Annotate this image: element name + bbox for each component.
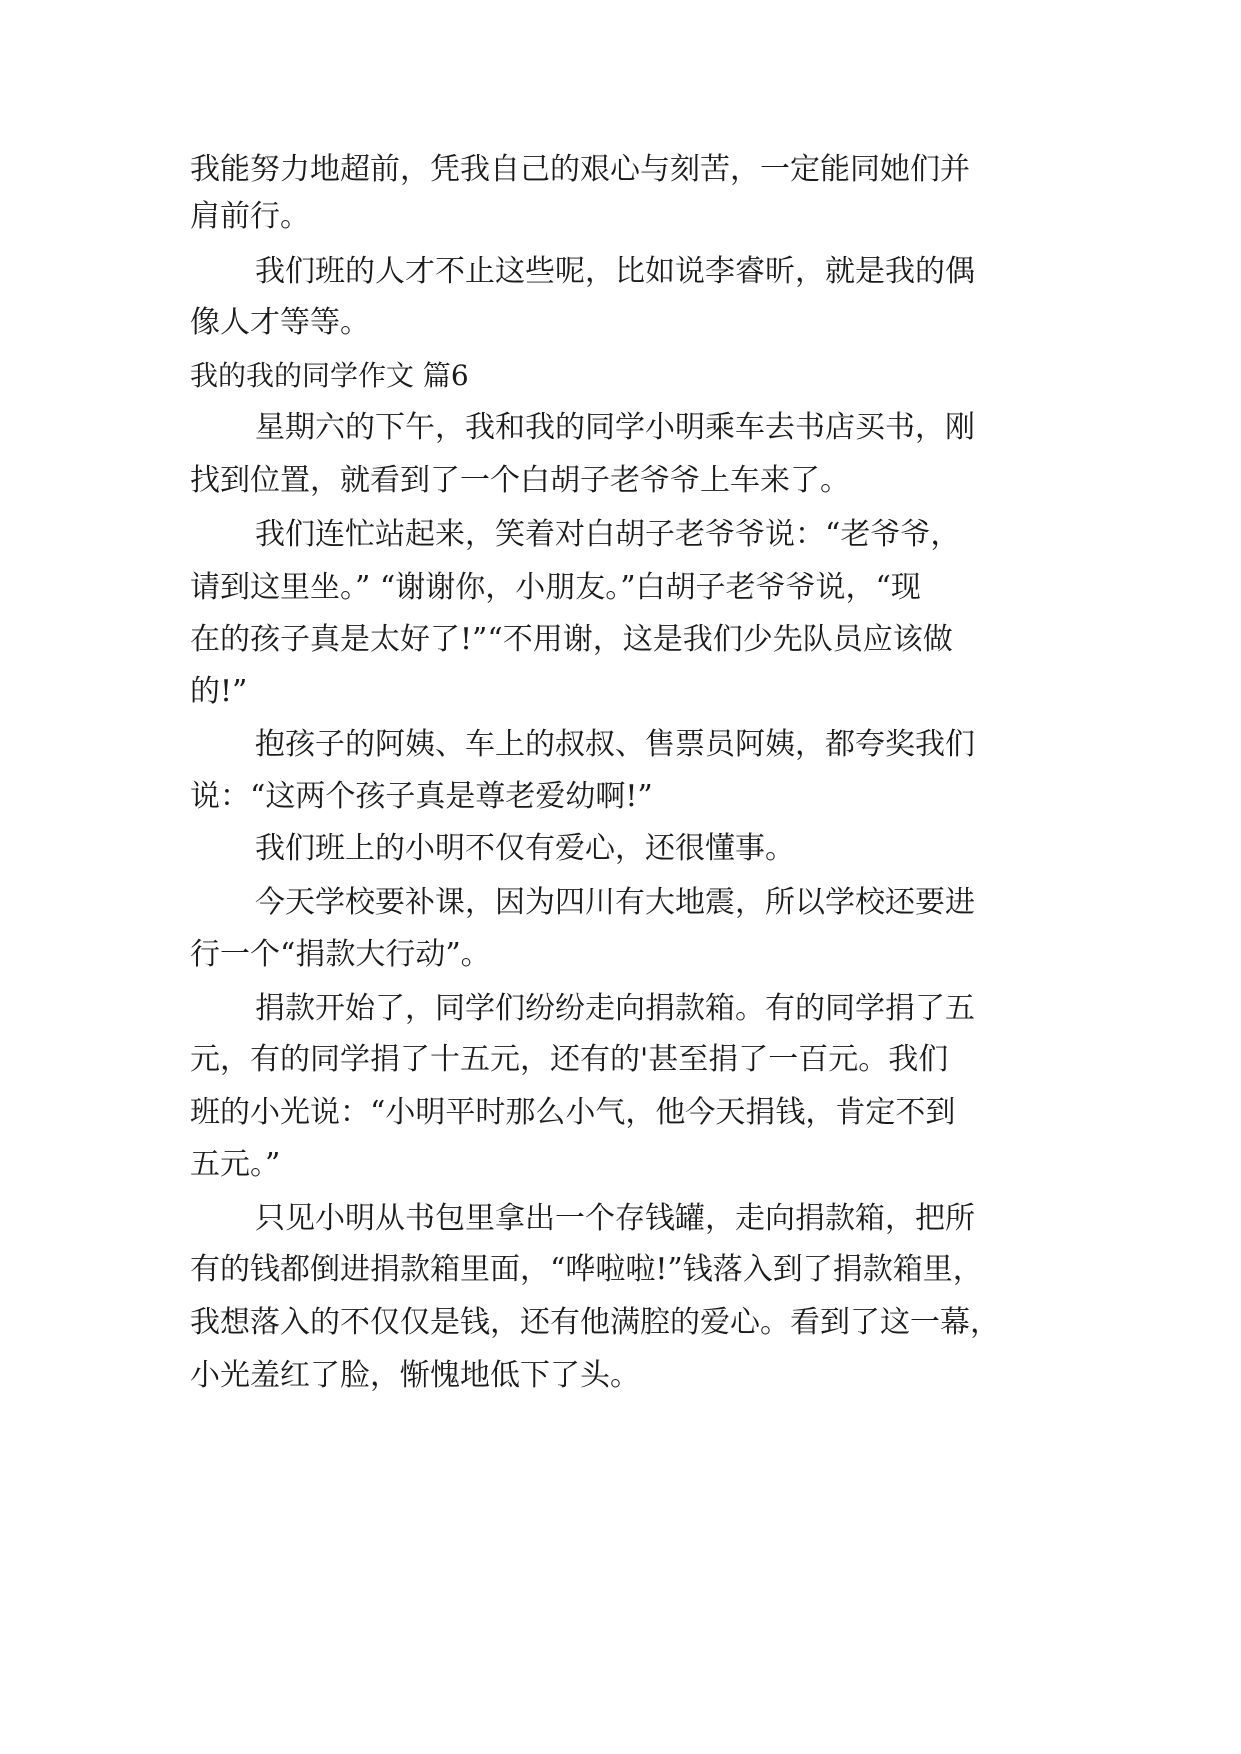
- paragraph-line: 五元。”: [190, 1147, 281, 1182]
- paragraph-line: 行一个“捐款大行动”。: [190, 937, 491, 972]
- paragraph-line: 捐款开始了，同学们纷纷走向捐款箱。有的同学捐了五: [255, 991, 975, 1026]
- paragraph-line: 请到这里坐。” “谢谢你，小朋友。”白胡子老爷爷说，“现: [190, 570, 921, 605]
- paragraph-line: 班的小光说：“小明平时那么小气，他今天捐钱，肯定不到: [190, 1095, 956, 1130]
- paragraph-line: 的!”: [190, 674, 248, 709]
- paragraph-line: 星期六的下午，我和我的同学小明乘车去书店买书，刚: [255, 410, 975, 445]
- paragraph-line: 找到位置，就看到了一个白胡子老爷爷上车来了。: [190, 463, 850, 498]
- paragraph-line: 我们班的人才不止这些呢，比如说李睿昕，就是我的偶: [255, 254, 975, 289]
- paragraph-line: 在的孩子真是太好了!”“不用谢，这是我们少先队员应该做: [190, 622, 953, 657]
- paragraph-line: 我们连忙站起来，笑着对白胡子老爷爷说：“老爷爷，: [255, 517, 961, 552]
- section-heading: 我的我的同学作文 篇6: [190, 359, 469, 392]
- paragraph-line: 像人才等等。: [190, 305, 370, 340]
- paragraph-line: 说：“这两个孩子真是尊老爱幼啊!”: [190, 779, 653, 814]
- paragraph-line: 我能努力地超前，凭我自己的艰心与刻苦，一定能同她们并: [190, 152, 970, 187]
- paragraph-line: 我们班上的小明不仅有爱心，还很懂事。: [255, 831, 795, 866]
- paragraph-line: 只见小明从书包里拿出一个存钱罐，走向捐款箱，把所: [255, 1201, 975, 1236]
- paragraph-line: 元，有的同学捐了十五元，还有的'甚至捐了一百元。我们: [190, 1042, 949, 1077]
- paragraph-line: 抱孩子的阿姨、车上的叔叔、售票员阿姨，都夸奖我们: [255, 727, 975, 762]
- paragraph-line: 有的钱都倒进捐款箱里面，“哗啦啦!”钱落入到了捐款箱里，: [190, 1252, 983, 1287]
- paragraph-line: 我想落入的不仅仅是钱，还有他满腔的爱心。看到了这一幕，: [190, 1305, 1000, 1340]
- paragraph-line: 小光羞红了脸，惭愧地低下了头。: [190, 1358, 640, 1393]
- paragraph-line: 肩前行。: [190, 199, 310, 234]
- paragraph-line: 今天学校要补课，因为四川有大地震，所以学校还要进: [255, 885, 975, 920]
